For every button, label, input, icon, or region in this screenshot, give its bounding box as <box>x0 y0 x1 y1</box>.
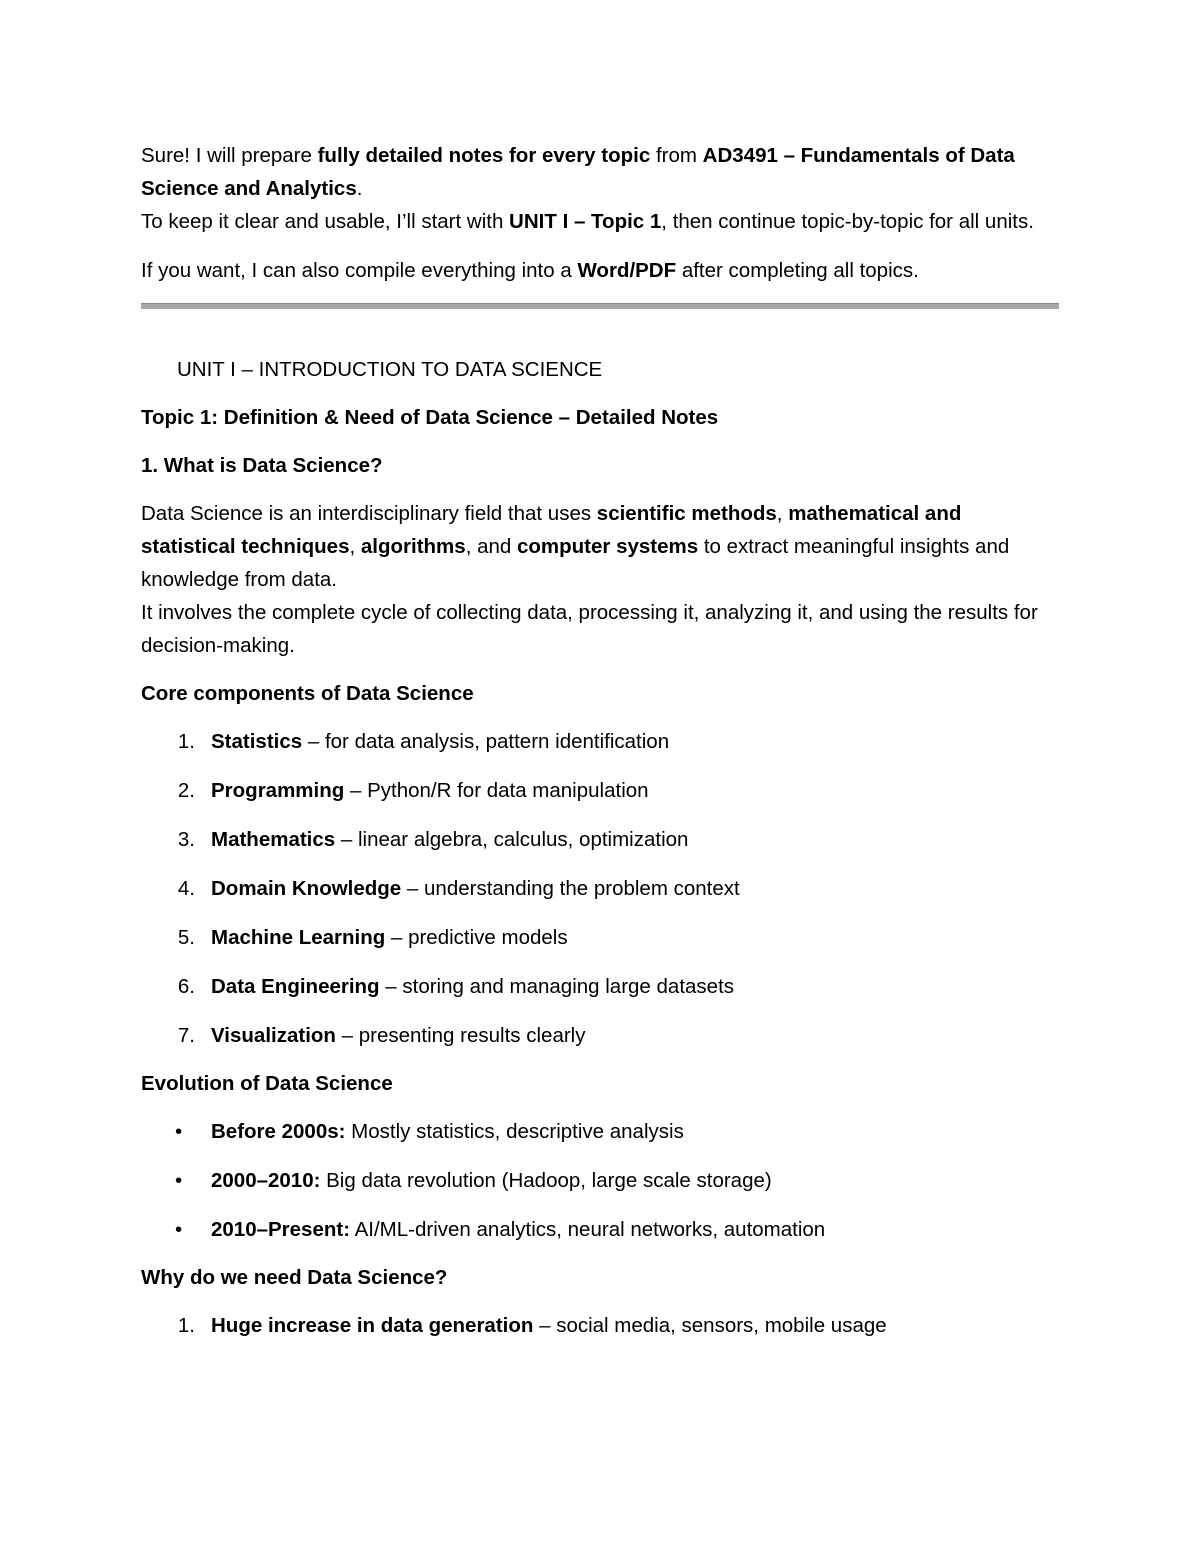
core-components-list <box>141 725 1061 1052</box>
list-term: Machine Learning <box>211 926 386 949</box>
list-item-text <box>211 970 734 1003</box>
list-desc: – presenting results clearly <box>335 1024 586 1047</box>
list-item <box>141 1019 1061 1052</box>
body-bold-text: mathematical and statistical techniques <box>141 502 962 558</box>
list-item <box>141 1309 1061 1342</box>
list-item <box>141 1213 1061 1246</box>
cycle-paragraph: It involves the complete cycle of collecting data, processing it, analyzing it, and using the results for decision-making. <box>141 601 1038 657</box>
list-item-text <box>211 774 649 807</box>
list-desc: Big data revolution (Hadoop, large scale storage) <box>320 1169 772 1192</box>
intro-paragraph-2 <box>141 205 1061 238</box>
list-term: Mathematics <box>211 828 336 851</box>
list-number: 6. <box>177 975 195 998</box>
list-number: 2. <box>177 779 195 802</box>
bullet-icon: • <box>175 1218 183 1241</box>
section-heading-text: Evolution of Data Science <box>141 1072 393 1095</box>
body-text: , and <box>465 535 517 558</box>
bullet-icon: • <box>175 1169 183 1192</box>
evolution-heading <box>141 1067 1061 1100</box>
body-bold-text: scientific methods <box>596 502 777 525</box>
section-heading-text: 1. What is Data Science? <box>141 454 383 477</box>
list-item <box>141 725 1061 758</box>
intro-text: . <box>356 177 363 200</box>
list-desc: – Python/R for data manipulation <box>344 779 649 802</box>
intro-text: Sure! I will prepare <box>141 144 318 167</box>
topic-heading <box>141 401 1061 434</box>
body-text: to extract meaningful insights and knowledge from data. <box>141 535 1010 591</box>
list-item <box>141 872 1061 905</box>
list-desc: – social media, sensors, mobile usage <box>533 1314 887 1337</box>
list-desc: – understanding the problem context <box>401 877 740 900</box>
core-components-heading <box>141 677 1061 710</box>
intro-paragraph-3 <box>141 254 1061 287</box>
list-number: 1. <box>177 1314 195 1337</box>
list-item-text <box>211 921 568 954</box>
list-item-text <box>211 1115 684 1148</box>
section-heading-text: Why do we need Data Science? <box>141 1266 448 1289</box>
list-item <box>141 1164 1061 1197</box>
intro-text: after completing all topics. <box>676 259 919 282</box>
list-item-text <box>211 1164 772 1197</box>
list-term: 2000–2010: <box>211 1169 321 1192</box>
list-desc: – linear algebra, calculus, optimization <box>335 828 689 851</box>
body-text: , <box>349 535 361 558</box>
intro-text: from <box>650 144 703 167</box>
list-number: 1. <box>177 730 195 753</box>
list-term: Before 2000s: <box>211 1120 346 1143</box>
list-desc: – for data analysis, pattern identification <box>302 730 670 753</box>
body-bold-text: computer systems <box>516 535 699 558</box>
intro-text: To keep it clear and usable, I’ll start with <box>141 210 510 233</box>
list-term: Programming <box>211 779 345 802</box>
list-number: 4. <box>177 877 195 900</box>
list-item-text <box>211 1309 887 1342</box>
intro-bold-text: UNIT I – Topic 1 <box>509 210 662 233</box>
section-heading-text: Core components of Data Science <box>141 682 474 705</box>
list-item-text <box>211 1019 585 1052</box>
need-heading <box>141 1261 1061 1294</box>
list-item <box>141 970 1061 1003</box>
list-item-text <box>211 1213 825 1246</box>
list-item <box>141 1115 1061 1148</box>
body-text: Data Science is an interdisciplinary field that uses <box>141 502 597 525</box>
list-item <box>141 774 1061 807</box>
list-term: Statistics <box>211 730 303 753</box>
list-term: Data Engineering <box>211 975 380 998</box>
list-desc: – storing and managing large datasets <box>379 975 735 998</box>
list-term: Visualization <box>211 1024 336 1047</box>
intro-paragraph-1 <box>141 139 1061 205</box>
horizontal-divider <box>141 303 1059 309</box>
list-number: 3. <box>177 828 195 851</box>
list-term: Domain Knowledge <box>211 877 402 900</box>
list-item-text <box>211 823 688 856</box>
course-title: AD3491 – Fundamentals of Data Science and Analytics <box>141 144 1015 200</box>
list-term: Huge increase in data generation <box>211 1314 534 1337</box>
evolution-list <box>141 1115 1061 1246</box>
list-item-text <box>211 872 740 905</box>
list-term: 2010–Present: <box>211 1218 351 1241</box>
document-body <box>141 139 1061 1342</box>
list-number: 7. <box>177 1024 195 1047</box>
intro-bold-text: Word/PDF <box>577 259 677 282</box>
list-desc: – predictive models <box>385 926 568 949</box>
body-bold-text: algorithms <box>360 535 466 558</box>
definition-paragraph <box>141 497 1061 596</box>
intro-text: , then continue topic-by-topic for all units. <box>661 210 1034 233</box>
list-item <box>141 823 1061 856</box>
list-desc: Mostly statistics, descriptive analysis <box>345 1120 684 1143</box>
list-item-text <box>211 725 669 758</box>
list-item <box>141 921 1061 954</box>
intro-bold-text: fully detailed notes for every topic <box>317 144 651 167</box>
topic-heading-text: Topic 1: Definition & Need of Data Science – Detailed Notes <box>141 406 719 429</box>
list-desc: AI/ML-driven analytics, neural networks, automation <box>350 1218 826 1241</box>
unit-heading: UNIT I – INTRODUCTION TO DATA SCIENCE <box>177 358 603 381</box>
section-heading-what-is <box>141 449 1061 482</box>
bullet-icon: • <box>175 1120 183 1143</box>
list-number: 5. <box>177 926 195 949</box>
intro-text: If you want, I can also compile everything into a <box>141 259 578 282</box>
need-list <box>141 1309 1061 1342</box>
body-text: , <box>776 502 789 525</box>
